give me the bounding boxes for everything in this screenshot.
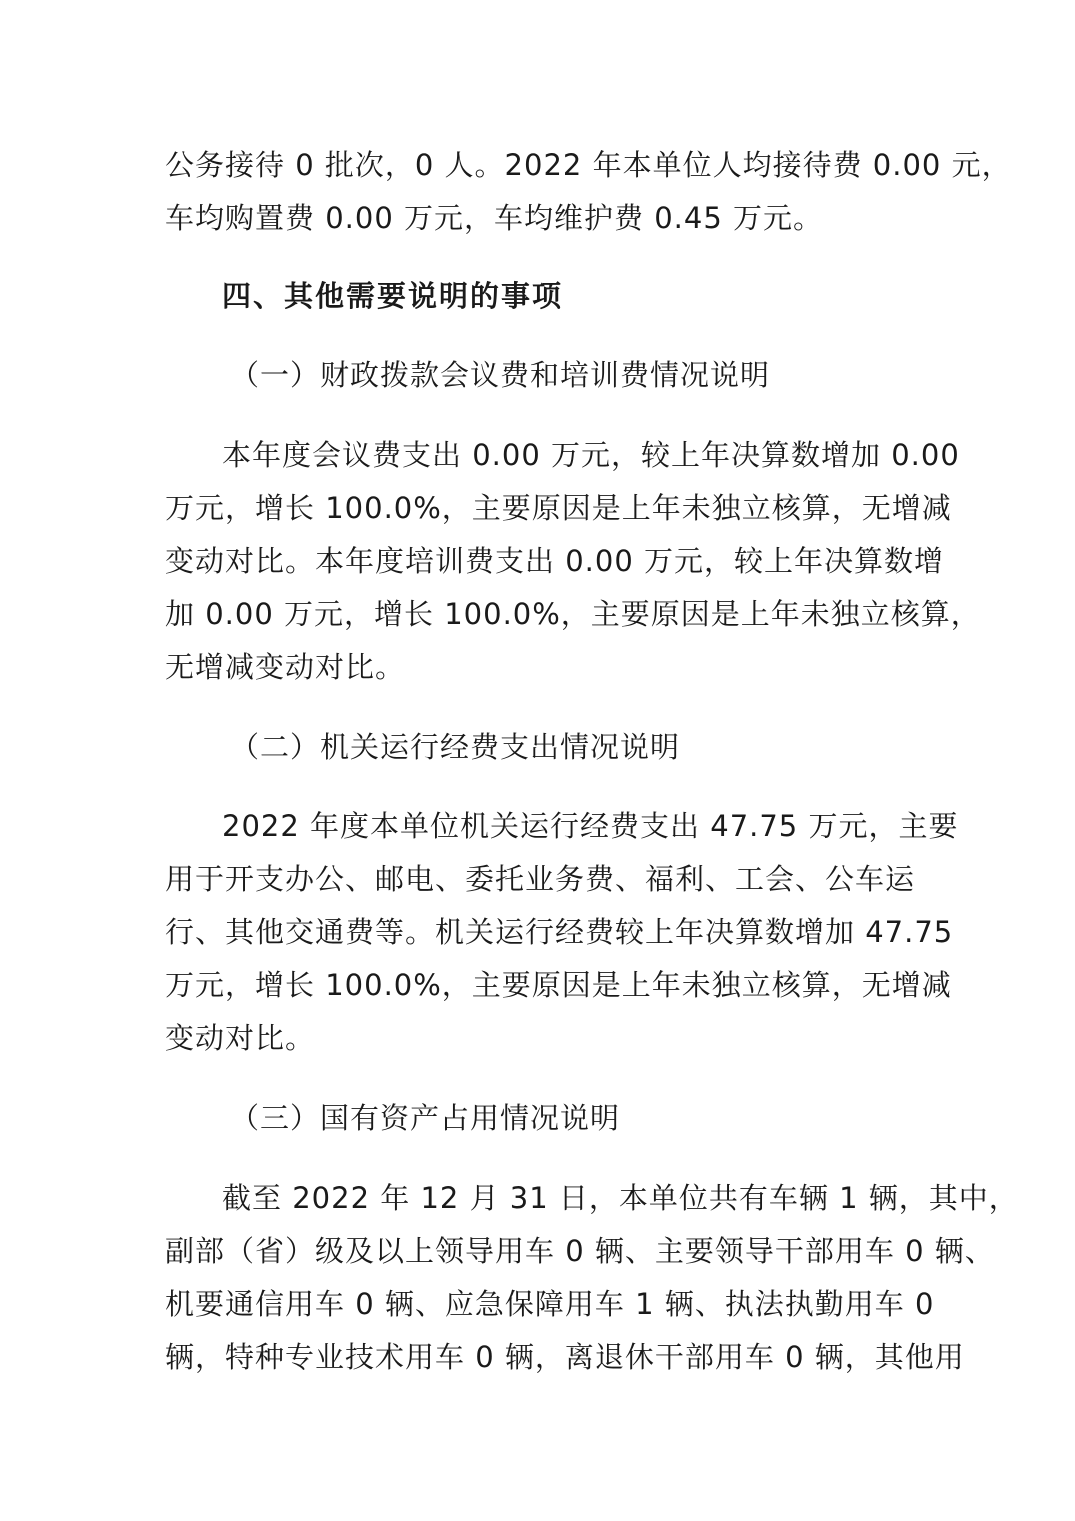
body-line-12: 用于开支办公、邮电、委托业务费、福利、工会、公车运 <box>165 862 916 896</box>
body-line-14: 万元，增长 100.0%，主要原因是上年未独立核算，无增减 <box>165 968 952 1002</box>
body-line-11: 2022 年度本单位机关运行经费支出 47.75 万元，主要 <box>222 809 959 843</box>
body-line-13: 行、其他交通费等。机关运行经费较上年决算数增加 47.75 <box>165 915 954 949</box>
body-line-20: 辆，特种专业技术用车 0 辆，离退休干部用车 0 辆，其他用 <box>165 1340 965 1374</box>
body-line-8: 加 0.00 万元，增长 100.0%，主要原因是上年未独立核算， <box>165 597 981 631</box>
body-line-6: 万元，增长 100.0%，主要原因是上年未独立核算，无增减 <box>165 491 952 525</box>
section-heading-4: 四、其他需要说明的事项 <box>222 279 564 313</box>
body-line-9: 无增减变动对比。 <box>165 650 406 684</box>
body-line-1: 公务接待 0 批次，0 人。2022 年本单位人均接待费 0.00 元， <box>165 148 1012 182</box>
body-line-18: 副部（省）级及以上领导用车 0 辆、主要领导干部用车 0 辆、 <box>165 1234 995 1268</box>
body-line-5: 本年度会议费支出 0.00 万元，较上年决算数增加 0.00 <box>222 438 960 472</box>
body-line-15: 变动对比。 <box>165 1021 316 1055</box>
body-line-17: 截至 2022 年 12 月 31 日，本单位共有车辆 1 辆，其中， <box>222 1181 1019 1215</box>
subsection-heading-3: （三）国有资产占用情况说明 <box>230 1101 621 1135</box>
subsection-heading-2: （二）机关运行经费支出情况说明 <box>230 730 681 764</box>
body-line-19: 机要通信用车 0 辆、应急保障用车 1 辆、执法执勤用车 0 <box>165 1287 935 1321</box>
body-line-2: 车均购置费 0.00 万元，车均维护费 0.45 万元。 <box>165 201 824 235</box>
subsection-heading-1: （一）财政拨款会议费和培训费情况说明 <box>230 358 771 392</box>
body-line-7: 变动对比。本年度培训费支出 0.00 万元，较上年决算数增 <box>165 544 945 578</box>
